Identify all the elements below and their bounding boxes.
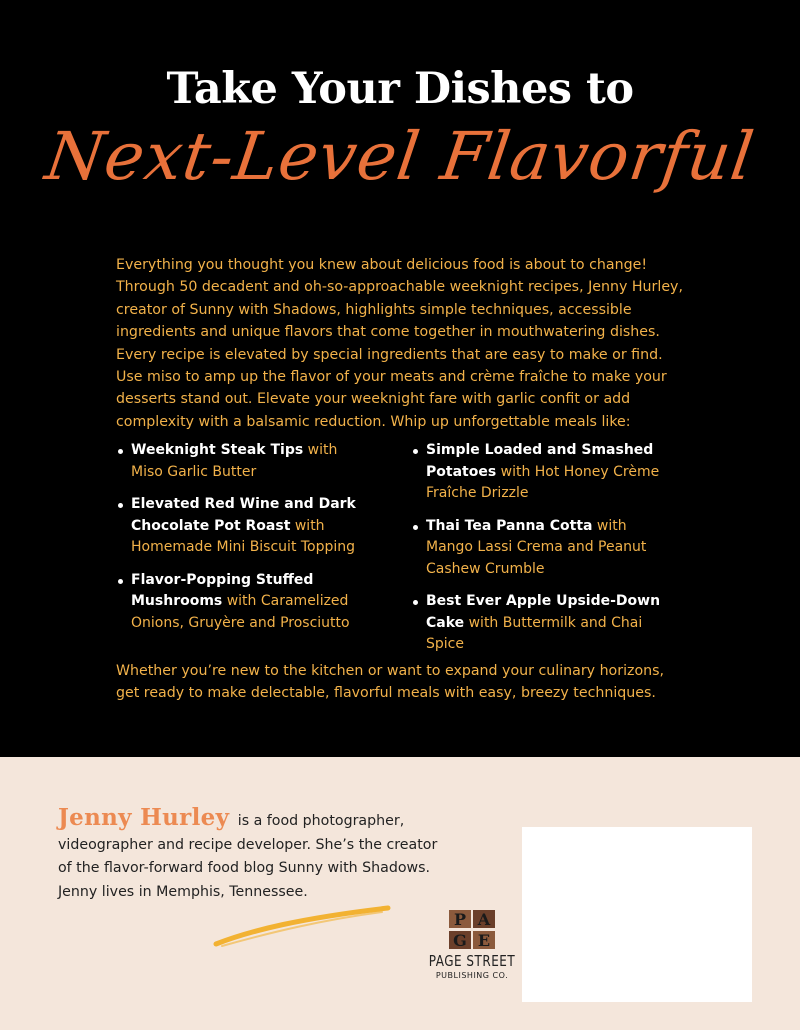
list-item xyxy=(413,591,663,656)
author-bio xyxy=(58,806,448,904)
svg-text:G: G xyxy=(453,931,467,950)
recipe-detail: with Homemade Mini Biscuit Topping xyxy=(131,517,356,555)
publisher-subname: PUBLISHING CO. xyxy=(435,971,509,980)
list-item xyxy=(118,494,368,559)
page-street-logo-icon xyxy=(447,908,497,952)
svg-text:P: P xyxy=(453,910,467,929)
author-bio-text: is a food photographer, videographer and recipe developer. She’s the creator of the flavor-forward food blog Sunny with Shadows. Jenny lives in Memphis, Tennessee. xyxy=(58,813,438,900)
recipe-title: Elevated Red Wine and Dark Chocolate Pot Roast xyxy=(131,496,356,534)
recipe-title: Weeknight Steak Tips xyxy=(131,442,304,458)
list-item xyxy=(118,440,368,483)
recipe-title: Simple Loaded and Smashed Potatoes xyxy=(426,442,654,480)
author-name: Jenny Hurley xyxy=(58,804,230,831)
list-item xyxy=(413,516,663,581)
publisher-name: PAGE STREET xyxy=(428,952,516,970)
headline-script: Next-Level Flavorful xyxy=(41,118,759,195)
recipe-list-right xyxy=(413,440,663,667)
barcode-box xyxy=(522,827,752,1002)
list-item xyxy=(118,570,368,635)
recipe-detail: with Buttermilk and Chai Spice xyxy=(426,614,643,652)
intro-paragraph: Everything you thought you knew about delicious food is about to change! Through 50 decadent and oh-so-approachable weeknight recipes, Jenny Hurley, creator of Sunny with Shadows, highlights simple techniques, accessible ingredients and unique flavors that come together in mouthwatering dishes. Every recipe is elevated by special ingredients that are easy to make or find. Use miso to amp up the flavor of your meats and crème fraîche to make your desserts stand out. Elevate your weeknight fare with garlic confit or add complexity with a balsamic reduction. Whip up unforgettable meals like: xyxy=(116,257,683,430)
recipe-detail: with Caramelized Onions, Gruyère and Prosciutto xyxy=(131,593,350,631)
recipe-detail: with Miso Garlic Butter xyxy=(131,442,338,480)
recipe-title: Best Ever Apple Upside-Down Cake xyxy=(426,593,661,631)
recipe-detail: with Hot Honey Crème Fraîche Drizzle xyxy=(426,463,660,501)
closing-paragraph: Whether you’re new to the kitchen or want to expand your culinary horizons, get ready to make delectable, flavorful meals with easy, breezy techniques. xyxy=(116,663,665,702)
svg-text:A: A xyxy=(477,910,491,929)
decorative-swoosh xyxy=(212,900,392,950)
recipe-detail: with Mango Lassi Crema and Peanut Cashew Crumble xyxy=(426,517,647,577)
headline: Take Your Dishes to xyxy=(166,64,634,114)
list-item xyxy=(413,440,663,505)
publisher-logo xyxy=(422,908,522,992)
recipe-list-left xyxy=(118,440,368,645)
recipe-title: Flavor-Popping Stuffed Mushrooms xyxy=(131,571,314,609)
recipe-title: Thai Tea Panna Cotta xyxy=(426,517,593,534)
svg-text:E: E xyxy=(477,931,491,950)
